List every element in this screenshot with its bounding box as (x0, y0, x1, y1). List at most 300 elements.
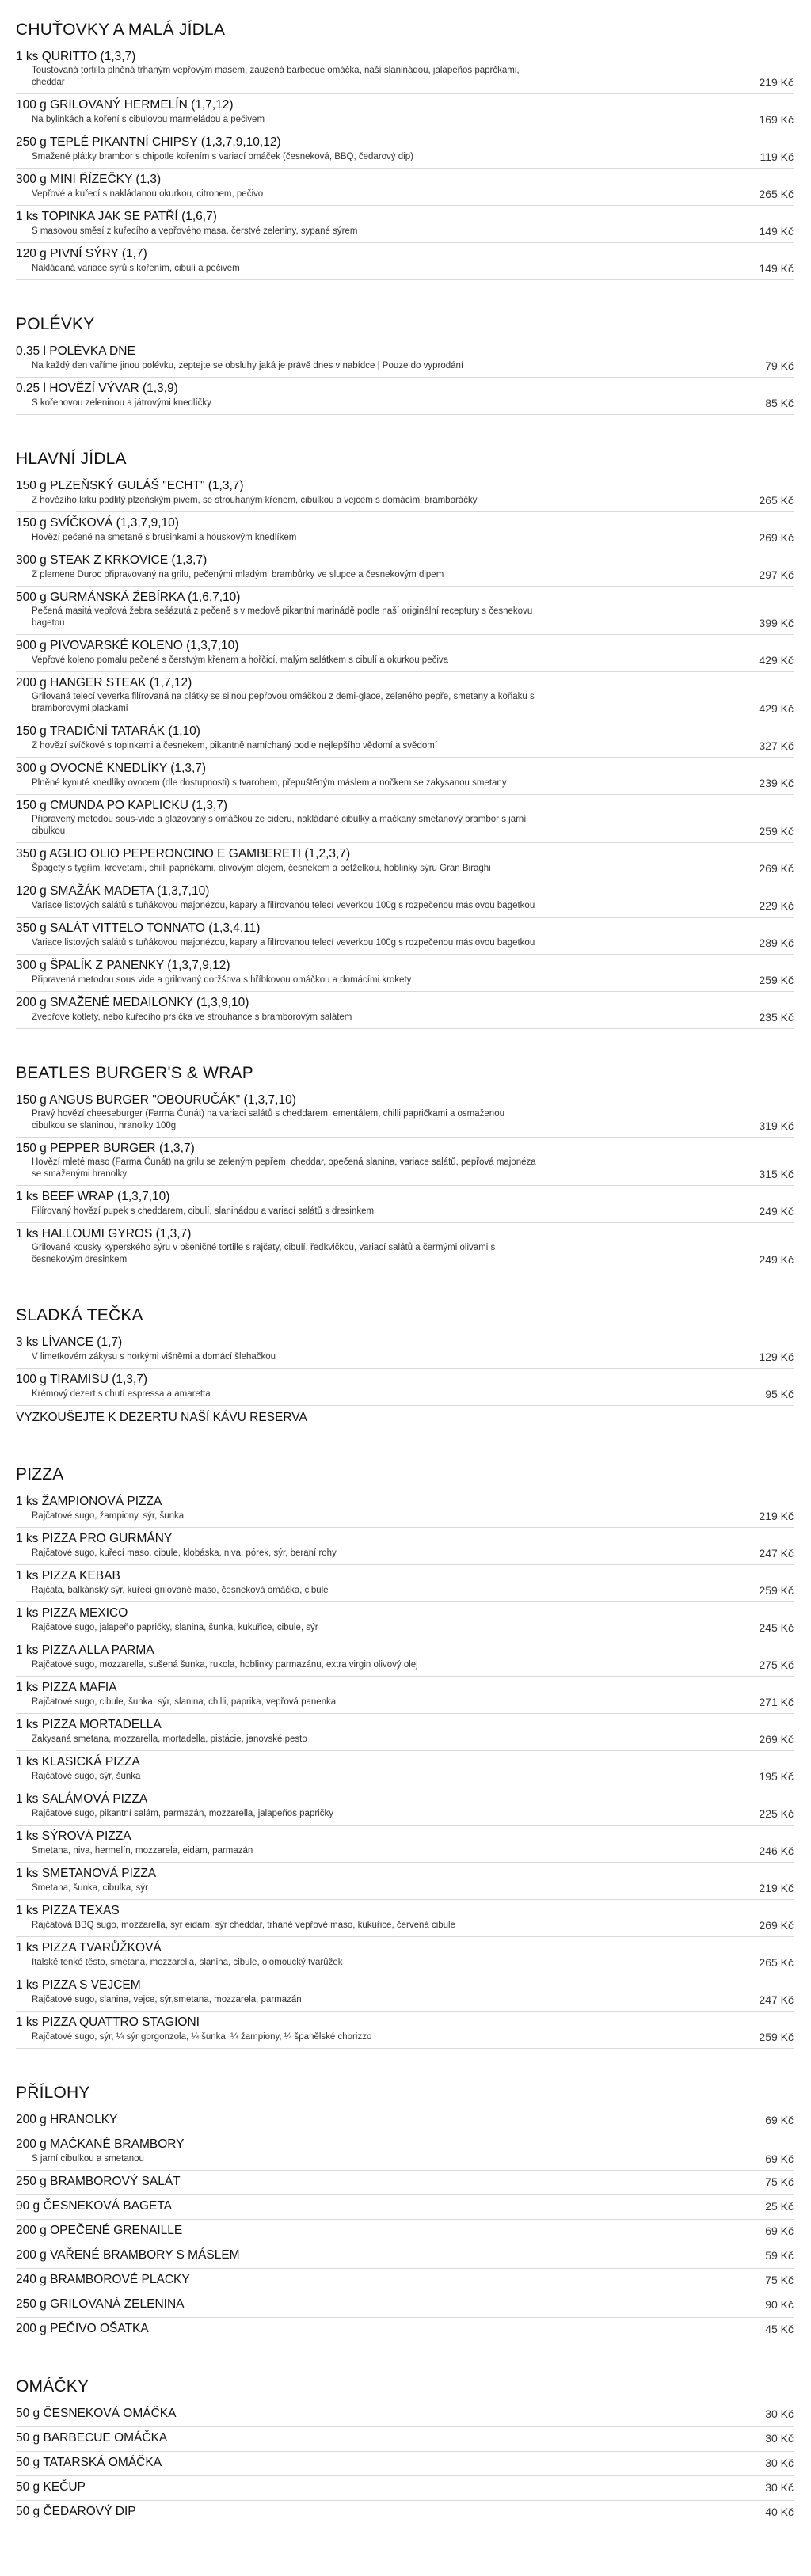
item-name: KEČUP (43, 2480, 86, 2494)
item-detail-row (16, 225, 794, 237)
item-price: 269 Kč (759, 531, 794, 544)
item-price: 129 Kč (759, 1351, 794, 1363)
item-description: Rajčatové sugo, pikantní salám, parmazán, mozzarella, jalapeños papričky (32, 1809, 333, 1818)
item-description: Smetana, niva, hermelín, mozzarela, eidam, parmazán (32, 1846, 253, 1856)
item-quantity: 200 g (16, 676, 47, 690)
item-name: PIZZA MEXICO (41, 1606, 128, 1620)
item-detail-row (16, 2174, 794, 2190)
item-description: Špagety s tygřími krevetami, chilli papričkami, olivovým olejem, česnekem a petželkou, hoblinky sýru Gran Biraghi (32, 864, 491, 873)
item-quantity: 1 ks (16, 1643, 39, 1657)
item-detail-row (16, 2455, 794, 2471)
item-header (16, 1494, 794, 1510)
item-name: TOPINKA JAK SE PATŘÍ (41, 210, 178, 223)
item-header (16, 2015, 794, 2031)
menu-item (16, 1639, 794, 1677)
item-description: Variace listových salátů s tuňákovou majonézou, kapary a filírovanou telecí veverkou 100g s rozpečenou máslovou bagetkou (32, 901, 535, 910)
item-description: Rajčatové sugo, cibule, šunka, sýr, slanina, chilli, paprika, vepřová panenka (32, 1697, 337, 1707)
item-description: Vepřové a kuřecí s nakládanou okurkou, citronem, pečivo (32, 189, 264, 199)
item-price: 95 Kč (765, 1388, 794, 1400)
item-detail-row (16, 1770, 794, 1783)
item-description: Smažené plátky brambor s chipotle kořením s variací omáček (česneková, BBQ, čedarový dip) (32, 152, 413, 161)
item-price: 269 Kč (759, 862, 794, 875)
item-description: Rajčatové sugo, žampiony, sýr, šunka (32, 1511, 185, 1521)
item-allergens: (1,3,7,10) (157, 884, 210, 898)
item-header (16, 675, 794, 691)
item-header (16, 2112, 117, 2128)
item-header (16, 2297, 185, 2312)
item-header (16, 2198, 172, 2214)
menu-item (16, 635, 794, 672)
item-allergens: (1,3,7,10) (186, 639, 239, 652)
menu-item (16, 1369, 794, 1406)
item-name: SMAŽENÉ MEDAILONKY (50, 996, 193, 1009)
item-detail-row (16, 2198, 794, 2214)
item-detail-row (16, 113, 794, 126)
section-note: VYZKOUŠEJTE K DEZERTU NAŠÍ KÁVU RESERVA (16, 1406, 794, 1430)
item-detail-row (16, 2272, 794, 2288)
item-price: 40 Kč (765, 2506, 794, 2518)
item-header (16, 135, 794, 150)
item-price: 265 Kč (759, 1956, 794, 1969)
menu-item (16, 206, 794, 243)
item-header (16, 883, 794, 899)
item-name: SMETANOVÁ PIZZA (41, 1867, 157, 1880)
item-price: 219 Kč (759, 1510, 794, 1522)
menu-section (16, 450, 794, 1029)
item-header (16, 724, 794, 739)
item-price: 30 Kč (765, 2481, 794, 2494)
item-description: Pečená masitá vepřová žebra sešázutá z pečeně s v medově pikantní marinádě podle naší originální receptury s česnekovu bagetou (32, 606, 533, 628)
item-description: Rajčata, balkánský sýr, kuřecí grilované maso, česneková omáčka, cibule (32, 1586, 329, 1595)
menu-item (16, 2293, 794, 2318)
item-header (16, 1531, 794, 1547)
item-header (16, 958, 794, 974)
section-title: CHUŤOVKY A MALÁ JÍDLA (16, 21, 226, 39)
menu-item (16, 1677, 794, 1714)
menu-item (16, 2427, 794, 2452)
item-price: 79 Kč (765, 359, 794, 372)
item-name: PIZZA QUATTRO STAGIONI (41, 2016, 200, 2029)
item-name: ČESNEKOVÁ BAGETA (43, 2199, 172, 2213)
item-name: PEČIVO OŠATKA (50, 2322, 149, 2335)
menu-section (16, 2084, 794, 2342)
item-detail-row (16, 1388, 794, 1400)
item-quantity: 150 g (16, 799, 47, 812)
section-title: PŘÍLOHY (16, 2084, 90, 2102)
item-quantity: 350 g (16, 847, 47, 861)
item-detail-row (16, 397, 794, 409)
item-header (16, 1226, 794, 1242)
item-name: OVOCNÉ KNEDLÍKY (50, 762, 167, 775)
item-quantity: 100 g (16, 98, 47, 112)
menu-item (16, 1089, 794, 1138)
item-header (16, 49, 794, 65)
item-name: PIZZA S VEJCEM (41, 1978, 141, 1992)
item-header (16, 921, 794, 937)
item-price: 246 Kč (759, 1845, 794, 1857)
item-allergens: (1,3,9,10) (196, 996, 249, 1009)
item-price: 30 Kč (765, 2456, 794, 2469)
item-quantity: 300 g (16, 959, 47, 972)
item-detail-row (16, 2223, 794, 2239)
menu-item (16, 1602, 794, 1639)
item-price: 149 Kč (759, 225, 794, 237)
item-name: TATARSKÁ OMÁČKA (43, 2456, 162, 2469)
menu-item (16, 1937, 794, 1974)
item-header (16, 97, 794, 113)
item-description: Zvepřové kotlety, nebo kuřecího prsíčka ve strouhance s bramborovým salátem (32, 1013, 352, 1022)
item-description: S jarní cibulkou a smetanou (32, 2154, 144, 2164)
menu-item (16, 955, 794, 992)
item-header (16, 1680, 794, 1696)
item-quantity: 50 g (16, 2407, 40, 2420)
item-price: 225 Kč (759, 1807, 794, 1820)
item-header (16, 478, 794, 494)
item-quantity: 1 ks (16, 2016, 39, 2029)
item-header (16, 2223, 182, 2239)
item-description: Z hovězí svíčkové s topinkami a česnekem, pikantně namíchaný podle nejlepšího vědomí a svědomí (32, 741, 438, 750)
item-detail-row (16, 862, 794, 875)
item-price: 30 Kč (765, 2432, 794, 2445)
item-detail-row (16, 2479, 794, 2495)
menu-item (16, 1863, 794, 1900)
item-quantity: 50 g (16, 2480, 40, 2494)
item-description: Z plemene Duroc připravovaný na grilu, pečenými mladými brambůrky ve slupce a česnekovým dipem (32, 570, 444, 579)
item-header (16, 638, 794, 654)
item-detail-row (16, 1157, 794, 1180)
menu-item (16, 475, 794, 512)
item-allergens: (1,3,7,9,10) (116, 516, 179, 530)
item-header (16, 1141, 794, 1157)
item-description: Připravená metodou sous vide a grilovaný doržšova s hříbkovou omáčkou a domácími krokety (32, 975, 412, 985)
item-description: Krémový dezert s chutí espressa a amaretta (32, 1389, 211, 1399)
item-header (16, 1866, 794, 1882)
item-price: 245 Kč (759, 1621, 794, 1634)
item-quantity: 250 g (16, 2297, 47, 2311)
menu-section (16, 21, 794, 280)
menu-item (16, 672, 794, 720)
item-quantity: 1 ks (16, 1829, 39, 1843)
menu-section (16, 315, 794, 415)
item-detail-row (16, 188, 794, 200)
item-quantity: 1 ks (16, 1867, 39, 1880)
menu-item (16, 2476, 794, 2501)
menu-item (16, 1332, 794, 1369)
item-quantity: 100 g (16, 1373, 47, 1386)
item-price: 259 Kč (759, 825, 794, 838)
item-description: Z hovězího krku podlitý plzeňským pivem, se strouhaným křenem, cibulkou a vejcem s domácími bramboráčky (32, 496, 478, 505)
item-detail-row (16, 1696, 794, 1708)
item-price: 249 Kč (759, 1205, 794, 1218)
item-detail-row (16, 568, 794, 581)
item-detail-row (16, 606, 794, 629)
item-price: 247 Kč (759, 1547, 794, 1560)
item-detail-row (16, 814, 794, 838)
menu-item (16, 2109, 794, 2133)
item-detail-row (16, 1993, 794, 2006)
item-header (16, 1605, 794, 1621)
item-quantity: 1 ks (16, 1569, 39, 1582)
item-quantity: 1 ks (16, 1227, 39, 1241)
item-quantity: 240 g (16, 2273, 47, 2286)
item-allergens: (1,3,7) (155, 1227, 192, 1241)
item-quantity: 500 g (16, 591, 47, 604)
item-detail-row (16, 2031, 794, 2043)
item-detail-row (16, 2321, 794, 2337)
item-price: 249 Kč (759, 1253, 794, 1266)
section-title: OMÁČKY (16, 2377, 89, 2396)
item-price: 399 Kč (759, 617, 794, 629)
item-allergens: (1,6,7) (181, 210, 217, 223)
item-price: 247 Kč (759, 1993, 794, 2006)
item-name: MAČKANÉ BRAMBORY (50, 2137, 185, 2151)
item-detail-row (16, 1584, 794, 1597)
item-detail-row (16, 1547, 794, 1560)
item-quantity: 200 g (16, 2248, 47, 2262)
item-description: S masovou směsí z kuřecího a vepřového masa, čerstvé zeleniny, sypané sýrem (32, 226, 358, 236)
item-allergens: (1,3,7,10) (117, 1190, 170, 1203)
menu-item (16, 2171, 794, 2195)
item-header (16, 2321, 149, 2337)
item-quantity: 150 g (16, 516, 47, 530)
menu-item (16, 549, 794, 587)
item-price: 297 Kč (759, 568, 794, 581)
item-description: Hovězí pečeně na smetaně s brusinkami a houskovým knedlíkem (32, 533, 297, 542)
menu-item (16, 1528, 794, 1565)
item-header (16, 1335, 794, 1351)
item-quantity: 350 g (16, 921, 47, 935)
item-name: PIZZA MORTADELLA (41, 1718, 162, 1731)
item-quantity: 1 ks (16, 1755, 39, 1769)
item-price: 269 Kč (759, 1919, 794, 1932)
item-price: 85 Kč (765, 397, 794, 409)
item-price: 69 Kč (765, 2225, 794, 2237)
item-quantity: 200 g (16, 2224, 47, 2237)
menu-item (16, 1900, 794, 1937)
menu-section (16, 1465, 794, 2049)
menu-item (16, 1826, 794, 1863)
item-name: BRAMBOROVÉ PLACKY (50, 2273, 190, 2286)
menu-item (16, 1974, 794, 2012)
menu-item (16, 880, 794, 918)
item-quantity: 200 g (16, 996, 47, 1009)
menu-section (16, 1064, 794, 1271)
item-detail-row (16, 494, 794, 507)
item-name: SALÁMOVÁ PIZZA (41, 1792, 148, 1806)
item-header (16, 1978, 794, 1993)
menu-item (16, 758, 794, 795)
item-header (16, 2455, 162, 2471)
item-price: 75 Kč (765, 2175, 794, 2188)
item-header (16, 1903, 794, 1919)
item-detail-row (16, 2297, 794, 2312)
item-quantity: 1 ks (16, 1792, 39, 1806)
item-detail-row (16, 2430, 794, 2446)
item-quantity: 150 g (16, 1093, 47, 1107)
menu-section (16, 1306, 794, 1430)
item-name: MINI ŘÍZEČKY (50, 173, 133, 186)
item-description: S kořenovou zeleninou a játrovými knedlíčky (32, 398, 211, 408)
item-name: GURMÁNSKÁ ŽEBÍRKA (50, 591, 185, 604)
item-detail-row (16, 2112, 794, 2128)
item-price: 119 Kč (760, 150, 794, 163)
item-header (16, 2504, 136, 2520)
item-name: PIZZA MAFIA (41, 1681, 117, 1694)
item-description: Toustovaná tortilla plněná trhaným vepřovým masem, zauzená barbecue omáčka, naší slaninádou, jalapeños paprčkami, cheddar (32, 66, 520, 87)
menu-item (16, 587, 794, 635)
item-allergens: (1,3,7) (192, 799, 228, 812)
item-allergens: (1,3) (135, 173, 162, 186)
item-header (16, 2479, 86, 2495)
item-quantity: 150 g (16, 1142, 47, 1155)
section-title: HLAVNÍ JÍDLA (16, 450, 127, 468)
item-detail-row (16, 1733, 794, 1746)
item-name: PIZZA ALLA PARMA (41, 1643, 154, 1657)
item-allergens: (1,3,7) (171, 553, 208, 567)
item-detail-row (16, 1011, 794, 1024)
item-header (16, 553, 794, 568)
item-price: 259 Kč (759, 1584, 794, 1597)
item-allergens: (1,7) (97, 1335, 123, 1349)
item-quantity: 150 g (16, 479, 47, 492)
item-quantity: 50 g (16, 2456, 40, 2469)
item-description: Filírovaný hovězí pupek s cheddarem, cibulí, slaninádou a variací salátů s dresinkem (32, 1206, 375, 1216)
menu-item (16, 2244, 794, 2269)
menu-item (16, 720, 794, 758)
item-price: 239 Kč (759, 777, 794, 789)
item-description: Italské tenké těsto, smetana, mozzarella, slanina, cibule, olomoucký tvarůžek (32, 1958, 343, 1967)
item-quantity: 1 ks (16, 1495, 39, 1508)
item-header (16, 1372, 794, 1388)
menu-item (16, 2501, 794, 2525)
menu-item (16, 340, 794, 378)
item-description: Rajčatové sugo, slanina, vejce, sýr,smetana, mozzarela, parmazán (32, 1995, 302, 2004)
item-name: STEAK Z KRKOVICE (50, 553, 169, 567)
item-price: 269 Kč (759, 1733, 794, 1746)
item-price: 90 Kč (765, 2298, 794, 2311)
item-description: Grilovaná telecí veverka filírovaná na plátky se silnou pepřovou omáčkou z demi-glace, zeleného pepře, smetany a koňaku s bramborovými plackami (32, 692, 535, 713)
section-title: PIZZA (16, 1465, 64, 1484)
item-quantity: 300 g (16, 173, 47, 186)
item-header (16, 2174, 181, 2190)
menu-item (16, 1138, 794, 1186)
menu-item (16, 1751, 794, 1788)
item-description: Rajčatové sugo, sýr, ¼ sýr gorgonzola, ¼ šunka, ¼ žampiony, ¼ španělské chorizzo (32, 2032, 372, 2042)
item-name: BRAMBOROVÝ SALÁT (50, 2175, 181, 2188)
item-quantity: 50 g (16, 2505, 40, 2518)
item-price: 149 Kč (759, 262, 794, 275)
item-header (16, 761, 794, 777)
item-description: Rajčatové sugo, kuřecí maso, cibule, klobáska, niva, pórek, sýr, beraní rohy (32, 1548, 337, 1558)
item-header (16, 515, 794, 531)
item-header (16, 2430, 167, 2446)
item-quantity: 1 ks (16, 1941, 39, 1955)
item-allergens: (1,3,7) (208, 479, 244, 492)
menu-item (16, 2195, 794, 2220)
item-allergens: (1,3,7) (112, 1373, 148, 1386)
menu-item (16, 2220, 794, 2244)
item-description: Plněné kynuté knedlíky ovocem (dle dostupnosti) s tvarohem, přepuštěným máslem a nočkem se zakysanou smetany (32, 778, 507, 788)
item-price: 219 Kč (759, 1882, 794, 1894)
item-description: Variace listových salátů s tuňákovou majonézou, kapary a filírovanou telecí veverkou 100g s rozpečenou máslovou bagetkou (32, 938, 535, 948)
item-allergens: (1,10) (168, 724, 200, 738)
item-detail-row (16, 1882, 794, 1894)
item-description: Pravý hovězí cheeseburger (Farma Čunát) na variaci salátů s cheddarem, ementálem, chilli papričkami a osmaženou cibulkou se slaninou, hranolky 100g (32, 1109, 504, 1130)
item-detail-row (16, 1845, 794, 1857)
item-price: 319 Kč (759, 1119, 794, 1132)
item-name: PEPPER BURGER (50, 1142, 156, 1155)
item-name: TEPLÉ PIKANTNÍ CHIPSY (49, 135, 198, 149)
item-name: ŠPALÍK Z PANENKY (50, 959, 164, 972)
item-quantity: 1 ks (16, 1606, 39, 1620)
menu-item (16, 1714, 794, 1751)
item-name: QURITTO (41, 50, 97, 63)
menu-item (16, 2452, 794, 2476)
item-allergens: (1,3,7,9,10,12) (200, 135, 281, 149)
item-description: Připravený metodou sous-vide a glazovaný s omáčkou ze cideru, nakládané cibulky a mačkaný smetanový brambor s jarní cibulkou (32, 815, 527, 836)
item-name: PIVNÍ SÝRY (50, 247, 119, 260)
item-price: 59 Kč (765, 2249, 794, 2262)
item-description: Hovězí mleté maso (Farma Čunát) na grilu se zeleným pepřem, cheddar, opečená slanina, variace salátů, pepřová majonéza se smaženými hranolky (32, 1157, 536, 1179)
item-quantity: 250 g (16, 2175, 47, 2188)
item-description: Smetana, šunka, cibulka, sýr (32, 1883, 149, 1893)
menu-item (16, 1565, 794, 1602)
item-header (16, 1189, 794, 1205)
item-header (16, 2247, 240, 2263)
item-detail-row (16, 1658, 794, 1671)
item-detail-row (16, 777, 794, 789)
item-header (16, 209, 794, 225)
item-name: BEEF WRAP (41, 1190, 114, 1203)
item-price: 289 Kč (759, 937, 794, 949)
menu-item (16, 94, 794, 131)
item-detail-row (16, 2152, 794, 2165)
item-quantity: 900 g (16, 639, 47, 652)
item-detail-row (16, 691, 794, 715)
menu-item (16, 1491, 794, 1528)
item-detail-row (16, 2406, 794, 2422)
menu-item (16, 992, 794, 1029)
item-name: SVÍČKOVÁ (50, 516, 113, 530)
item-description: Rajčatové sugo, jalapeňo papričky, slanina, šunka, kukuřice, cibule, sýr (32, 1623, 318, 1632)
menu-item (16, 512, 794, 549)
item-price: 69 Kč (765, 2114, 794, 2126)
item-allergens: (1,2,3,7) (304, 847, 351, 861)
item-description: Rajčatová BBQ sugo, mozzarella, sýr eidam, sýr cheddar, trhané vepřové maso, kukuřice, červená cibule (32, 1921, 455, 1930)
item-allergens: (1,3,4,11) (208, 921, 261, 935)
item-name: PIZZA TVARŮŽKOVÁ (41, 1941, 162, 1955)
item-name: PLZEŇSKÝ GULÁŠ "ECHT" (50, 479, 205, 492)
item-detail-row (16, 974, 794, 986)
item-price: 75 Kč (765, 2274, 794, 2286)
item-name: BARBECUE OMÁČKA (43, 2431, 168, 2445)
item-description: Nakládaná variace sýrů s kořením, cibulí a pečivem (32, 264, 240, 273)
item-header (16, 995, 794, 1011)
item-header (16, 1568, 794, 1584)
item-price: 235 Kč (759, 1011, 794, 1024)
item-name: SÝROVÁ PIZZA (41, 1829, 131, 1843)
item-detail-row (16, 1510, 794, 1522)
item-header (16, 1940, 794, 1956)
item-quantity: 300 g (16, 553, 47, 567)
menu-item (16, 1223, 794, 1271)
item-price: 265 Kč (759, 494, 794, 507)
section-title: BEATLES BURGER'S & WRAP (16, 1064, 253, 1082)
item-detail-row (16, 2504, 794, 2520)
item-quantity: 50 g (16, 2431, 40, 2445)
item-detail-row (16, 2247, 794, 2263)
item-header (16, 798, 794, 814)
